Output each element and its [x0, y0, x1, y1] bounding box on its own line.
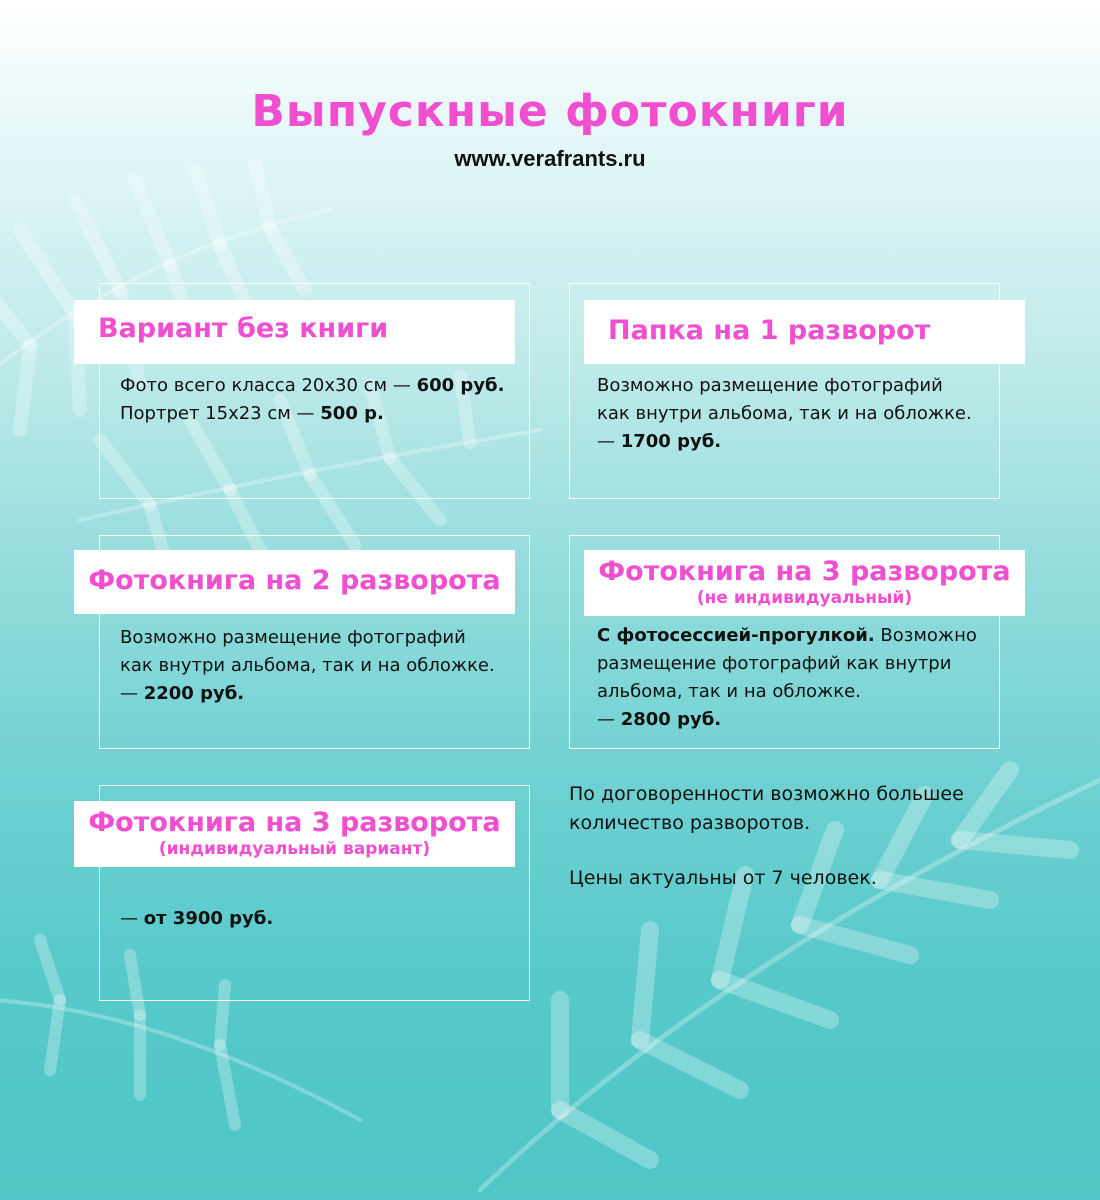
card-folder-title [584, 300, 1025, 364]
card-book-2-spreads-title [74, 550, 515, 614]
card-folder-title-text: Папка на 1 разворот [608, 315, 931, 346]
card-book-3-spreads-standard-subtitle: (не индивидуальный) [696, 588, 913, 608]
price-book-3-spreads-standard: 2800 руб. [620, 709, 722, 730]
card-book-3-spreads-standard-title-text: Фотокнига на 3 разворота [598, 556, 1011, 587]
card-no-book-title-text: Вариант без книги [98, 313, 389, 344]
card-book-2-spreads-title-text: Фотокнига на 2 разворота [88, 565, 501, 596]
card-book-3-spreads-individual-title [74, 801, 515, 867]
card-no-book-body [120, 372, 520, 428]
page-title: Выпускные фотокниги [251, 86, 849, 137]
price-group-photo: 600 руб. [416, 375, 505, 396]
price-folder: 1700 руб. [620, 431, 722, 452]
card-book-3-spreads-individual-title-text: Фотокнига на 3 разворота [88, 807, 501, 838]
website-link[interactable]: www.verafrants.ru [454, 146, 646, 171]
price-book-2-spreads: 2200 руб. [143, 683, 245, 704]
card-no-book-line2: Портрет 15х23 см — 500 р. [120, 403, 384, 424]
note-more-spreads-line2: количество разворотов. [569, 812, 811, 834]
card-folder-body: Возможно размещение фотографий как внутри альбома, так и на обложке. — 1700 руб. [597, 375, 972, 452]
note-more-spreads-line1: По договоренности возможно большее [569, 783, 964, 805]
card-book-3-spreads-individual-body: — от 3900 руб. [120, 908, 274, 929]
card-book-2-spreads-body: Возможно размещение фотографий как внутри альбома, так и на обложке. — 2200 руб. [120, 627, 495, 704]
card-book-3-spreads-standard-title [584, 550, 1025, 616]
notes [569, 780, 1009, 893]
card-book-3-spreads-individual-subtitle: (индивидуальный вариант) [158, 839, 431, 859]
card-no-book-title [74, 300, 515, 364]
price-book-3-spreads-individual: от 3900 руб. [143, 908, 274, 929]
card-no-book-line1: Фото всего класса 20х30 см — 600 руб. [120, 375, 505, 396]
card-book-3-spreads-standard-body: С фотосессией-прогулкой. Возможно размещение фотографий как внутри альбома, так и на обложке. — 2800 руб. [597, 625, 977, 730]
note-min-people: Цены актуальны от 7 человек. [569, 867, 877, 889]
price-portrait: 500 р. [320, 403, 384, 424]
